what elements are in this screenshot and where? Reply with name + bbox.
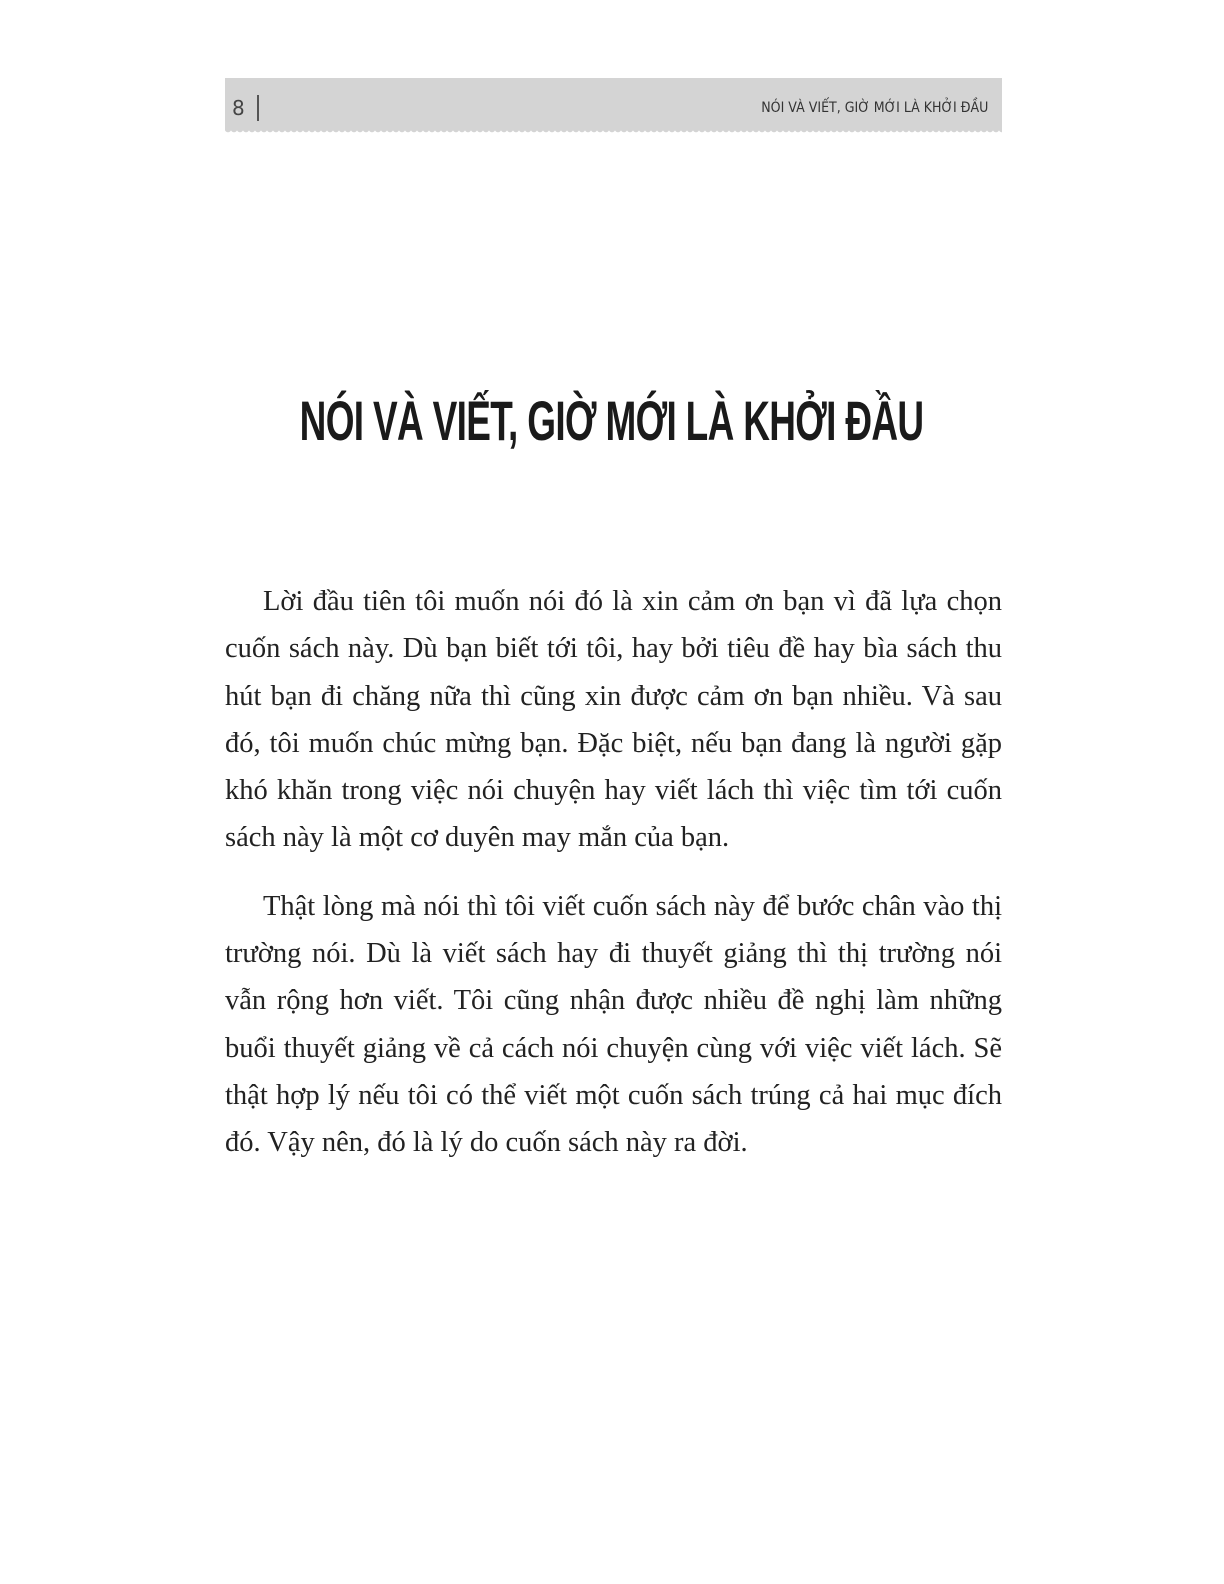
chapter-title [0, 388, 1224, 453]
header-divider [257, 95, 259, 121]
paragraph: Lời đầu tiên tôi muốn nói đó là xin cảm ơn bạn vì đã lựa chọn cuốn sách này. Dù bạn biết tới tôi, hay bởi tiêu đề hay bìa sách thu hút bạn đi chăng nữa thì cũng xin được cảm ơn bạn nhiều. Và sau đó, tôi muốn chúc mừng bạn. Đặc biệt, nếu bạn đang là người gặp khó khăn trong việc nói chuyện hay viết lách thì việc tìm tới cuốn sách này là một cơ duyên may mắn của bạn. [225, 586, 1002, 854]
running-title: NÓI VÀ VIẾT, GIỜ MỚI LÀ KHỞI ĐẦU [760, 100, 988, 116]
paragraph: Thật lòng mà nói thì tôi viết cuốn sách này để bước chân vào thị trường nói. Dù là viết sách hay đi thuyết giảng thì thị trường nói vẫn rộng hơn viết. Tôi cũng nhận được nhiều đề nghị làm những buổi thuyết giảng về cả cách nói chuyện cùng với việc viết lách. Sẽ thật hợp lý nếu tôi có thể viết một cuốn sách trúng cả hai mục đích đó. Vậy nên, đó là lý do cuốn sách này ra đời. [225, 890, 1002, 1159]
chapter-title-text: NÓI VÀ VIẾT, GIỜ MỚI LÀ KHỞI ĐẦU [300, 389, 924, 452]
body-text [225, 578, 1002, 1188]
page-number: 8 [232, 96, 245, 120]
